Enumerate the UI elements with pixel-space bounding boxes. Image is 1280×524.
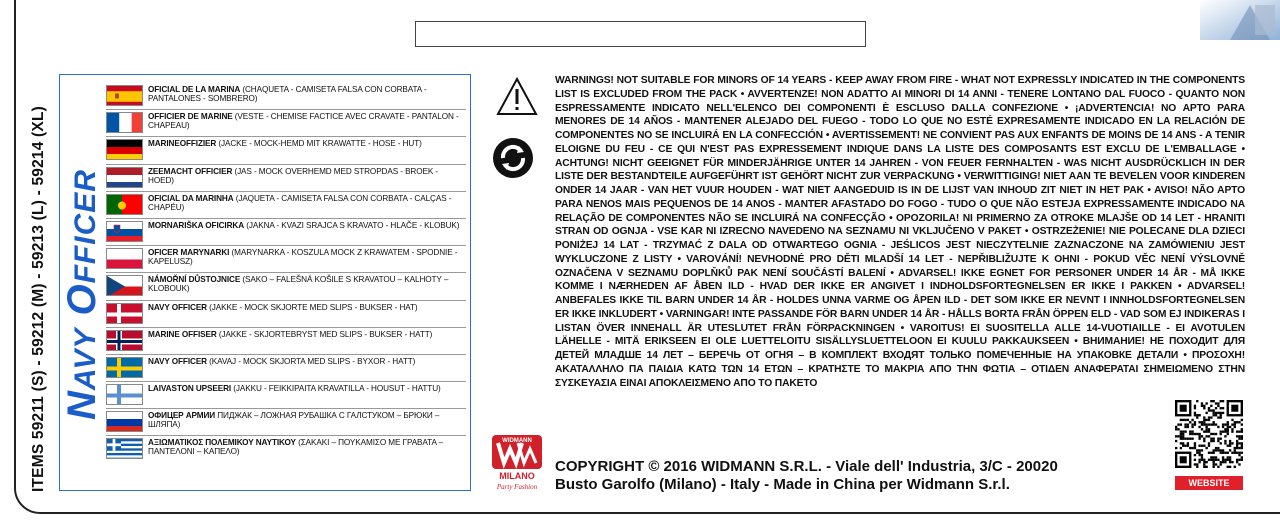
costume-row [106,409,466,436]
costume-name: MARINEOFFIZIER [148,139,217,149]
costume-parts: (JAKKE - MOCK SKJORTE MED SLIPS - BUKSER - HAT) [207,302,418,312]
costume-name: LAIVASTON UPSEERI [148,384,232,394]
costume-row [106,246,466,273]
copyright-line-1: COPYRIGHT © 2016 WIDMANN S.R.L. - Viale dell' Industria, 3/C - 20020 [555,458,1058,475]
costume-description [148,357,415,366]
costume-description [148,194,466,212]
costume-parts: (JACKE - MOCK-HEMD MIT KRAWATTE - HOSE - HUT) [216,139,422,149]
costume-row [106,83,466,110]
costume-name: NAVY OFFICER [148,356,207,366]
copyright-block [555,458,1165,494]
warnings-main: WARNINGS! NOT SUITABLE FOR MINORS OF 14 YEARS - KEEP AWAY FROM FIRE - WHAT NOT EXPRESSLY INDICATED IN THE COMPONENTS LIST IS EXCLUDED FROM THE PACK • AVVERTENZE! NON ADATTO AI MINORI DI 14 ANNI - TENERE LONTANO DAL FUOCO - QUANTO NON ESPRESSAMENTE INDICATO NELL'ELENCO DEI COMPONENTI È ESCLUSO DALLA CONFEZIONE • ¡ADVERTENCIA! NO APTO PARA MENORES DE 14 AÑOS - MANTENER ALEJADO DEL FUEGO - TODO LO QUE NO ESTÉ EXPRESAMENTE INDICADO EN LA RELACIÓN DE COMPONENTES NO SE INCLUIRÁ EN LA CONFECCIÓN • AVERTISSEMENT! NE CONVIENT PAS AUX ENFANTS DE MOINS DE 14 ANS - A TENIR ELOIGNE DU FEU - CE QUI N'EST PAS EXPRESSEMENT INDIQUE DANS LA LISTE DES COMPOSANTS EST EXCLU DE L'EMBALLAGE • ACHTUNG! NICHT GEEIGNET FÜR MINDERJÄHRIGE UNTER 14 JAHREN - VON FEUER FERNHALTEN - WAS NICHT AUSDRÜCKLICH IN DER LISTE DER BESTANDTEILE AUFGEFÜHRT IST GEHÖRT NICHT ZUR VERPACKUNG • VERWITTIGING! NIET AAN TE BEVELEN VOOR KINDEREN ONDER 14 JAAR - VAN HET VUUR HOUDEN - WAT NIET AANGEDUID IS IN DE LIJST VAN INHOUD ZIT NIET IN HET PAK • AVISO! NÃO APTO PARA NENOS MAIS PEQUENOS DE 14 ANOS - MANTER AFASTADO DO FOGO - TUDO O QUE NÃO ESTEJA EXPRESSAMENTE INDICADO NA RELAÇÃO DE COMPONENTES NÃO SE INCLUIRÁ NA CONFECÇÃO • OPOZORILA! NI PRIMERNO ZA OTROKE MLAJŠE OD 14 LET - HRANITI STRAN OD OGNJA - VSE KAR NI IZRECNO NAVEDENO NA SEZNAMU NI VKLJUČENO V PAKET • OSTRZEŻENIE! NIE POLECANE DLA DZIECI PONIŻEJ 14 LAT - TRZYMAĆ Z DALA OD OTWARTEGO OGNIA - JEŚLICOS JEST NIECZYTELNIE ZAZNACZONE NA ZAMÓWIENIU JEST WYKLUCZONE Z LISTY • VAROVÁNÍ! NEVHODNÉ PRO DĚTI MLADŠÍ 14 LET - NEPŘIBLIŽUJTE K OHNI - POKUD VĚC NENÍ VÝSLOVNĚ OZNAČENA V SEZNAMU DOPLŇKŮ PAK NENÍ SOUČÁSTÍ BALENÍ • ADVARSEL! IKKE EGNET FOR PERSONER UNDER 14 ÅR - MÅ IKKE KOMME I NÆRHEDEN AF ÅBEN ILD - HVAD DER IKKE ER ANGIVET I INDHOLDSFORTEGNELSEN ER IKKE I PAKKEN • ADVARSEL! ANBEFALES IKKE TIL BARN UNDER 14 ÅR - HOLDES UNNA VARME OG ÅPEN ILD - DET SOM IKKE ER NEVNT I INNHOLDSFORTEGNELSEN ER IKKE INKLUDERT • VARNINGAR! INTE PASSANDE FÖR BARN UNDER 14 ÅR - HÅLLS BORTA FRÅN ÖPPEN ELD - VAD SOM EJ INDIKERAS I LISTAN ÖVER INNEHALL ÄR UTESLUTET FRÅN FÖRPACKNINGEN • VAROITUS! EI SUOSITELLA ALLE 14-VUOTIAILLE - EI AVOTULEN LÄHELLE - MITÄ ERIKSEEN EI OLE LUETTELOITU SISÄLLYSLUETTELOON EI KUULU PAKKAUKSEEN • ВНИМАНИЕ! НЕ ПОХОДИТ ДЛЯ ДЕТЕЙ МЛАДШЕ 14 ЛЕТ – БЕРЕЧЬ ОТ ОГНЯ – В КОМПЛЕКТ ВХОДЯТ ТОЛЬКО ПОМЕЧЕННЫЕ НА УПАКОВКЕ ДЕТАЛИ [555,75,1245,361]
costume-description [148,303,418,312]
costume-description [148,384,441,393]
costume-name: ΑΞΙΩΜΑΤΙΚΟΣ ΠΟΛΕΜΙΚΟΥ ΝΑΥΤΙΚΟΥ [148,438,296,448]
costume-description [148,438,466,456]
logo-top-text: WIDMANN [502,438,532,444]
sweden-flag-icon [106,357,143,378]
costume-row [106,273,466,300]
costume-description [148,85,466,103]
germany-flag-icon [106,139,143,160]
norway-flag-icon [106,330,143,351]
costume-name: ОФИЦЕР АРМИИ [148,411,216,421]
spain-flag-icon [106,85,143,106]
costume-row [106,436,466,463]
costume-name: OFICIAL DE LA MARINA [148,85,241,94]
title-part-2: FFICER [69,169,102,284]
costume-name: OFICIAL DA MARINHA [148,193,234,203]
costume-row [106,328,466,355]
costume-list [106,83,466,464]
warning-triangle-icon [495,76,539,118]
costume-description [148,139,422,148]
costume-parts: (JAS - MOCK OVERHEMD MED STROPDAS - BROEK - HOED) [148,166,439,185]
qr-code-icon[interactable] [1175,400,1243,468]
warnings-greek: • ΠΡΟΣΟΧΗ! ΑΚΑΤΑΛΛΗΛΟ ΠΑ ΠΑΙΔΙΑ ΚΑΤΩ ΤΩΝ 14 ΕΤΩΝ – ΚΡΑΤΗΣΤΕ ΤΟ ΜΑΚΡΙΑ ΑΠΟ ΤΗΝ ΦΩΤΙΑ – ΟΤΙΔΕΝ ΑΝΑΦΕΡΑΤΑΙ ΣΗΜΕΙΩΜΕΝΟ ΣΤΗΝ ΣΥΣΚΕΥΑΣΙΑ ΕΙΝΑΙ ΑΠΟΚΛΕΙΣΜΕΝΟ ΑΠΟ ΤΟ ΠΑΚΕΤΟ [555,350,1245,389]
netherlands-flag-icon [106,167,143,188]
green-dot-recycle-icon [491,136,535,180]
warnings-text [555,74,1245,390]
costume-row [106,301,466,328]
costume-parts: (JAKNA - KVAZI SRAJCA S KRAVATO - HLAČE - KLOBUK) [244,220,460,230]
copyright-line-2: Busto Garolfo (Milano) - Italy - Made in China per Widmann S.r.l. [555,476,1010,493]
costume-row [106,192,466,219]
website-label[interactable]: WEBSITE [1175,476,1243,490]
title-letter-n: N [60,390,104,420]
items-line: ITEMS 59211 (S) - 59212 (M) - 59213 (L) - 59214 (XL) [30,106,47,492]
costume-row [106,137,466,164]
costume-name: ZEEMACHT OFFICIER [148,166,233,176]
logo-mid-text: MILANO [499,471,535,481]
denmark-flag-icon [106,303,143,324]
logo-tag-text: Party Fashion [496,483,538,491]
costume-name: OFFICIER DE MARINE [148,112,233,122]
costume-name: NÁMOŘNÍ DŮSTOJNICE [148,275,241,285]
costume-row [106,355,466,382]
costume-parts: (JAQUETA - CAMISETA FALSA CON CORBATA - CALÇAS - CHAPÉU) [148,193,452,212]
barcode-box [415,21,866,47]
russia-flag-icon [106,411,143,432]
costume-description [148,411,466,429]
costume-parts: (ΣΑΚΑΚΙ – ΠΟΥΚΑΜΙΣΟ ΜΕ ΓΡΑΒΑΤΑ – ΠΑΝΤΕΛΟΝΙ – ΚΑΠΕΛΟ) [148,438,443,457]
costume-name: MORNARIŠKA OFICIRKA [148,220,245,230]
costume-row [106,382,466,409]
costume-description [148,167,466,185]
title-part-1: AVY [69,327,102,391]
costume-row [106,219,466,246]
portugal-flag-icon [106,194,143,215]
costume-parts: (MARYNARKA - KOSZULA MOCK Z KRAWATEM - SPODNIE - KAPELUSZ) [148,248,458,267]
costume-row [106,165,466,192]
finland-flag-icon [106,384,143,405]
costume-description [148,221,459,230]
costume-name: MARINE OFFISER [148,329,217,339]
costume-parts: (JAKKU - FEIKKIPAITA KRAVATILLA - HOUSUT - HATTU) [231,384,441,394]
costume-parts: (VESTE - CHEMISE FACTICE AVEC CRAVATE - PANTALON - CHAPEAU) [148,112,459,131]
costume-parts: (JAKKE - SKJORTEBRYST MED SLIPS - BUKSER - HATT) [216,329,433,339]
costume-description [148,248,466,266]
costume-parts: (KAVAJ - MOCK SKJORTA MED SLIPS - BYXOR - HATT) [207,356,416,366]
greece-flag-icon [106,438,143,459]
france-flag-icon [106,112,143,133]
poland-flag-icon [106,248,143,269]
costume-description [148,330,432,339]
costume-parts: (SAKO – FALEŠNÁ KOŠILE S KRAVATOU – KALHOTY – KLOBOUK) [148,275,449,294]
costume-name: OFICER MARYNARKI [148,248,230,258]
costume-parts: (CHAQUETA - CAMISETA FALSA CON CORBATA - PANTALONES - SOMBRERO) [148,85,427,103]
costume-list-box [59,74,471,491]
costume-description [148,112,466,130]
czech-flag-icon [106,275,143,296]
costume-description [148,275,466,293]
corner-image [1160,0,1280,40]
slovenia-flag-icon [106,221,143,242]
widmann-logo [484,433,550,495]
title-letter-o: O [60,283,104,316]
costume-parts: ПИДЖАК – ЛОЖНАЯ РУБАШКА С ГАЛСТУКОМ – БРЮКИ – ШЛЯПА) [148,411,440,430]
costume-name: NAVY OFFICER [148,302,207,312]
costume-row [106,110,466,137]
